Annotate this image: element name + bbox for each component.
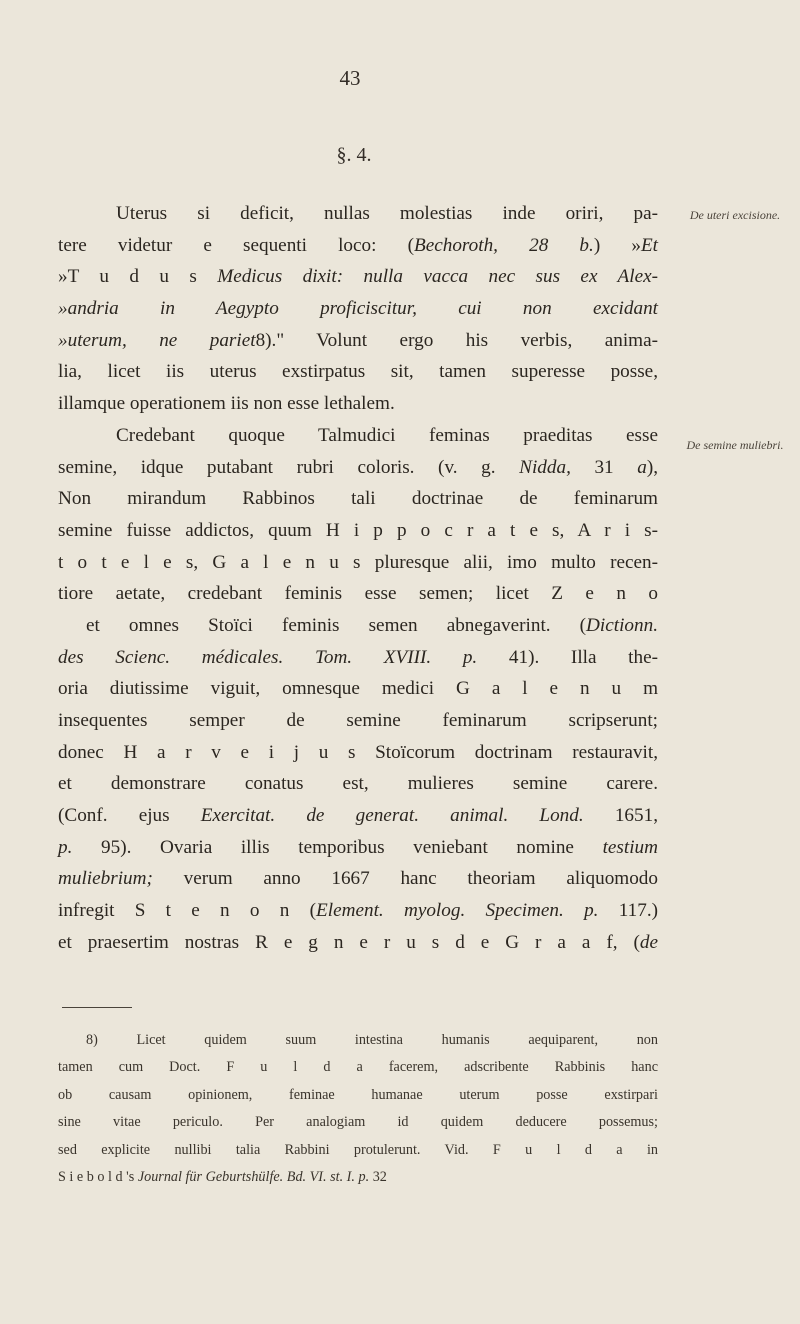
text-line xyxy=(58,927,658,959)
text-run: Nidda, xyxy=(519,456,571,478)
text-run: T u d u s xyxy=(67,266,197,288)
text-run: 41). Illa the- xyxy=(477,646,658,668)
text-run: des Scienc. médicales. Tom. XVIII. p. xyxy=(58,646,478,668)
text-run: ob causam opinionem, feminae humanae uterum posse exstirpari xyxy=(58,1086,658,1103)
text-run: S i e b o l d 's xyxy=(58,1168,135,1185)
text-run xyxy=(197,266,217,287)
text-line xyxy=(58,515,658,547)
text-line xyxy=(58,293,658,325)
text-run: »andria in Aegypto proficiscitur, cui non excidant xyxy=(58,298,658,320)
text-run: 117.) xyxy=(598,900,659,922)
text-run: Z e n o xyxy=(551,583,658,605)
text-run: et praesertim nostras xyxy=(58,931,256,953)
text-run xyxy=(564,520,577,541)
text-line xyxy=(58,198,658,230)
text-line xyxy=(58,642,658,674)
text-run: t o t e l e s, xyxy=(58,551,199,573)
margin-note-semine: De semine muliebri. xyxy=(686,438,784,452)
text-run: ) » xyxy=(593,234,641,256)
footnote-line xyxy=(58,1109,658,1136)
page-number: 43 xyxy=(339,66,361,90)
text-run: facerem, adscribente Rabbinis hanc xyxy=(362,1059,658,1076)
text-run: Et xyxy=(640,234,659,256)
footnote-line xyxy=(58,1137,658,1164)
text-run: 1651, xyxy=(583,805,658,827)
text-run: » xyxy=(58,266,68,288)
text-run: Exercitat. de generat. animal. Lond. xyxy=(200,805,584,827)
text-line xyxy=(58,578,658,610)
text-run xyxy=(198,552,212,573)
text-run: ( xyxy=(289,900,317,922)
text-run: Medicus dixit: nulla vacca nec sus ex Alex- xyxy=(217,266,658,288)
text-run: Credebant quoque Talmudici feminas praeditas esse xyxy=(116,424,658,446)
text-run: a xyxy=(637,456,647,478)
text-run: 8) Licet quidem suum intestina humanis aequiparent, non xyxy=(86,1032,658,1048)
text-line xyxy=(58,230,658,262)
text-run: »uterum, ne pariet xyxy=(58,329,256,351)
text-run: tere videtur e sequenti loco: ( xyxy=(58,234,414,256)
text-line xyxy=(58,673,658,705)
text-line xyxy=(58,863,658,895)
section-heading: §. 4. xyxy=(336,144,372,166)
text-run: F u l d a xyxy=(492,1141,623,1158)
text-run: oria diutissime viguit, omnesque medici xyxy=(58,678,457,700)
text-line xyxy=(58,705,658,737)
text-run: G a l e n u s xyxy=(212,551,361,573)
footnote-line xyxy=(58,1054,658,1081)
text-run: F u l d a xyxy=(226,1059,363,1076)
text-run: sed explicite nullibi talia Rabbini protulerunt. Vid. xyxy=(58,1141,493,1158)
text-run: H i p p o c r a t e s, xyxy=(325,519,565,541)
text-run: infregit xyxy=(58,900,135,922)
text-run: R e g n e r u s d e G r a a f, xyxy=(255,931,618,953)
text-run: (Conf. ejus xyxy=(58,805,201,827)
text-line xyxy=(58,895,658,927)
text-line xyxy=(58,483,658,515)
text-run: testium xyxy=(602,836,658,858)
margin-note-uteri: De uteri excisione. xyxy=(689,208,781,222)
text-run: tamen cum Doct. xyxy=(58,1059,227,1076)
text-run: Dictionn. xyxy=(586,614,658,636)
text-run: tiore aetate, credebant feminis esse semen; licet xyxy=(58,583,552,605)
text-run: Non mirandum Rabbinos tali doctrinae de feminarum xyxy=(58,488,658,510)
text-line xyxy=(58,610,658,642)
footnote-line xyxy=(58,1164,658,1191)
text-run: Element. myolog. Specimen. p. xyxy=(316,900,599,922)
text-run: pluresque alii, imo multo recen- xyxy=(360,551,659,573)
text-run: in xyxy=(622,1141,658,1158)
text-line xyxy=(58,737,658,769)
text-run: Stoïcorum doctrinam restauravit, xyxy=(355,741,658,763)
text-run: semine, idque putabant rubri coloris. (v. g. xyxy=(58,456,520,478)
footnote-line xyxy=(58,1082,658,1109)
text-line xyxy=(58,452,658,484)
text-run: Journal für Geburtshülfe. Bd. VI. st. I. p. xyxy=(137,1168,370,1185)
text-run: illamque operationem iis non esse lethalem. xyxy=(58,393,395,415)
text-run: et omnes Stoïci feminis semen abnegaverint. ( xyxy=(86,614,587,636)
text-run: muliebrium; xyxy=(58,868,153,890)
text-line xyxy=(58,768,658,800)
text-run: de xyxy=(639,931,659,953)
text-run: verum anno 1667 hanc theoriam aliquomodo xyxy=(152,868,658,890)
text-run: insequentes semper de semine feminarum scripserunt; xyxy=(58,710,658,731)
text-run: 31 xyxy=(570,456,638,478)
footnote xyxy=(58,1027,658,1191)
text-line xyxy=(58,420,658,452)
text-run: ), xyxy=(646,456,659,478)
text-run: sine vitae periculo. Per analogiam id quidem deducere possemus; xyxy=(58,1114,658,1131)
text-run: lia, licet iis uterus exstirpatus sit, tamen superesse posse, xyxy=(58,361,658,383)
text-run: G a l e n u m xyxy=(456,678,658,700)
text-run: 8)." Volunt ergo his verbis, anima- xyxy=(255,329,658,351)
text-run: semine fuisse addictos, quum xyxy=(58,519,326,541)
text-line xyxy=(58,356,658,388)
text-run: S t e n o n xyxy=(134,900,290,922)
text-line xyxy=(58,800,658,832)
text-run: 95). Ovaria illis temporibus veniebant nomine xyxy=(72,836,603,858)
footnote-line xyxy=(58,1027,658,1054)
text-run: ( xyxy=(617,931,640,953)
text-run: donec xyxy=(58,741,124,763)
text-run: H a r v e i j u s xyxy=(123,741,356,763)
body-text xyxy=(58,198,658,959)
text-line xyxy=(58,325,658,357)
text-line xyxy=(58,832,658,864)
text-run: et demonstrare conatus est, mulieres semine carere. xyxy=(58,773,658,795)
text-run: Bechoroth, 28 b. xyxy=(413,234,594,256)
text-line xyxy=(58,261,658,293)
footnote-divider xyxy=(62,1007,132,1008)
text-run: Uterus si deficit, nullas molestias inde oriri, pa- xyxy=(116,203,658,224)
text-line xyxy=(58,547,658,579)
text-run: p. xyxy=(58,836,73,858)
text-line xyxy=(58,388,658,420)
text-run: A r i s- xyxy=(577,519,658,541)
text-run: 32 xyxy=(369,1168,387,1185)
